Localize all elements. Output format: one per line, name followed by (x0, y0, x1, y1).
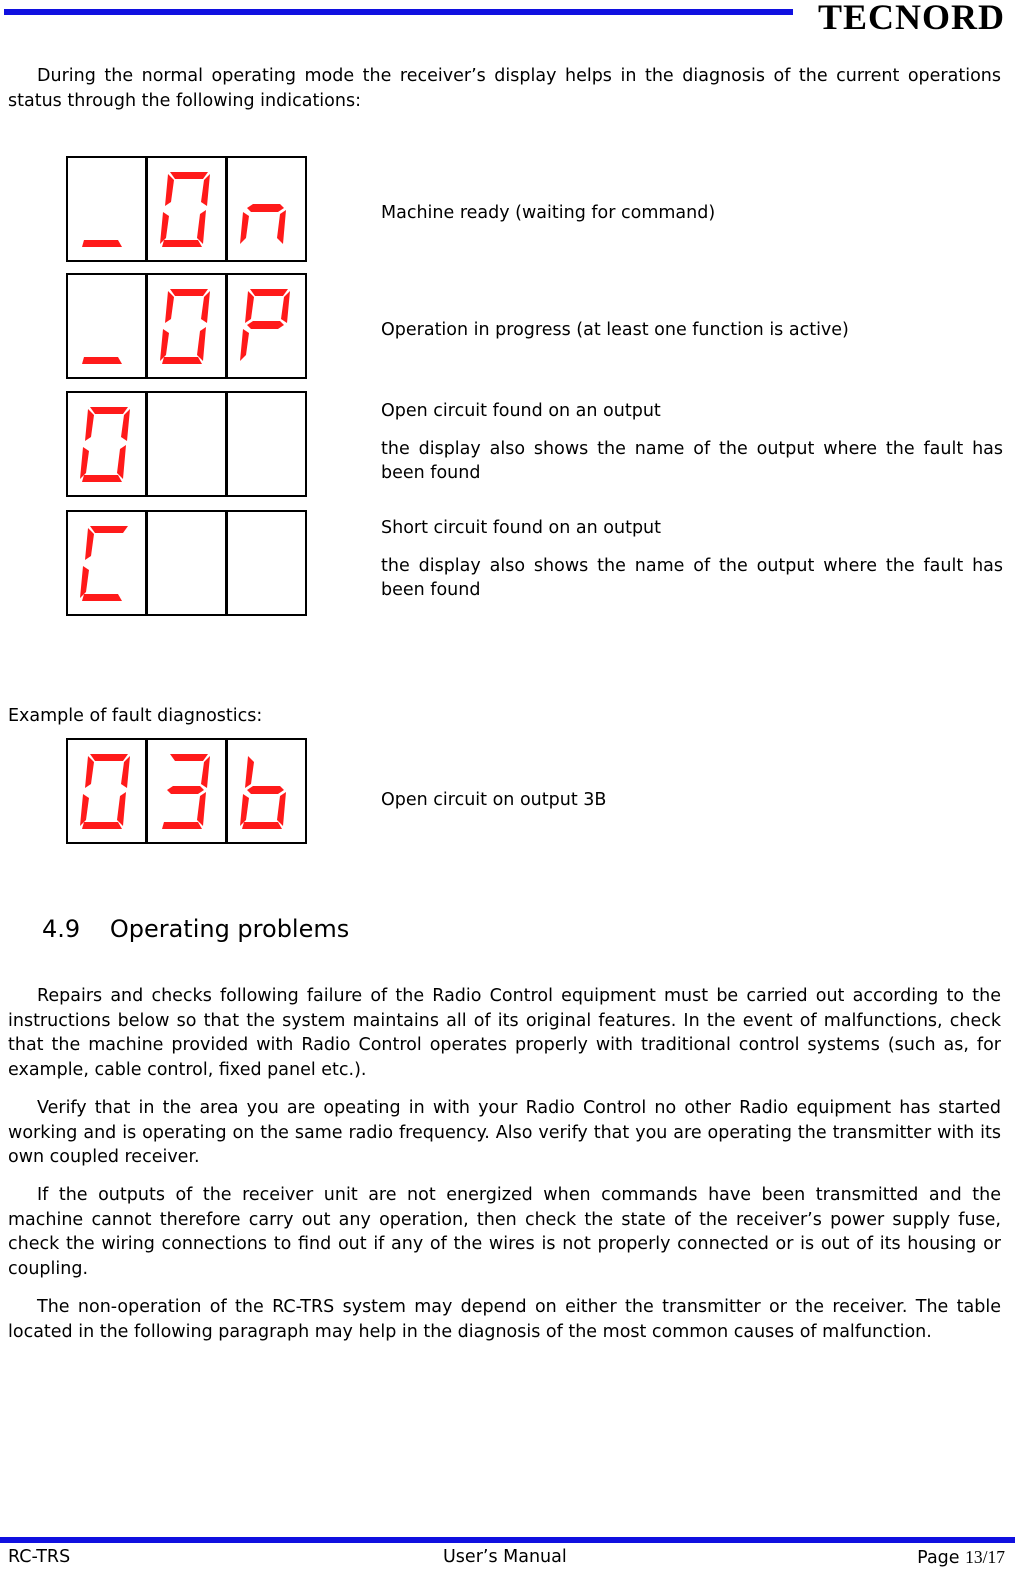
display-digit (146, 391, 227, 497)
indication-operation (381, 318, 1003, 342)
display-digit (66, 273, 147, 379)
segment-f (245, 756, 254, 788)
segment-e (240, 329, 249, 361)
segment-d (82, 240, 122, 247)
display-digit (226, 156, 307, 262)
footer-page-label: Page (917, 1548, 960, 1568)
header-rule (4, 9, 793, 15)
display-digit (226, 510, 307, 616)
display-digit (226, 738, 307, 844)
indication-open-circuit-title: Open circuit found on an output (381, 401, 661, 421)
segment-f (85, 409, 94, 441)
indication-short-circuit-detail: the display also shows the name of the output where the fault has been found (381, 556, 1003, 600)
indication-short-circuit (381, 516, 1003, 602)
section-number: 4.9 (42, 915, 81, 943)
segment-e (80, 447, 89, 479)
footer-rule (0, 1537, 1015, 1543)
footer-page (917, 1547, 1005, 1568)
segment-e (80, 566, 89, 598)
segment-a (90, 754, 128, 761)
example-description (381, 788, 1003, 812)
problems-paragraph-3: If the outputs of the receiver unit are not energized when commands have been transmitted and the machine cannot therefore carry out any operation, then check the state of the receiver’s power supply fuse, check the wiring connections to find out if any of the wires is not properly connected or is out of its housing or coupling. (8, 1185, 1001, 1279)
segment-c (197, 792, 206, 826)
display-digit (66, 510, 147, 616)
display-ready (66, 156, 307, 262)
segment-d (242, 822, 282, 829)
display-digit (226, 391, 307, 497)
segment-g (247, 786, 284, 794)
section-heading (42, 915, 349, 943)
segment-d (82, 822, 122, 829)
segment-d (82, 594, 122, 601)
segment-a (90, 526, 128, 533)
problems-paragraph-1: Repairs and checks following failure of the Radio Control equipment must be carried out according to the instructions below so that the system maintains all of its original features. In the event of malfunctions, check that the machine provided with Radio Control operates properly with traditional control systems (such as, for example, cable control, fixed panel etc.). (8, 986, 1001, 1080)
segment-d (82, 475, 122, 482)
segment-e (240, 212, 249, 244)
segment-g (167, 786, 204, 794)
segment-e (80, 794, 89, 826)
brand-logo: TECNORD (817, 0, 1005, 37)
footer-title: User’s Manual (443, 1547, 567, 1567)
segment-a (170, 172, 208, 179)
segment-c (117, 445, 126, 479)
problems-paragraph-4: The non-operation of the RC-TRS system may depend on either the transmitter or the receiver. The table located in the following paragraph may help in the diagnosis of the most common causes of malfunction. (8, 1297, 1001, 1342)
display-digit (146, 510, 227, 616)
display-short-circuit (66, 510, 307, 616)
segment-c (117, 792, 126, 826)
display-digit (146, 273, 227, 379)
segment-f (85, 528, 94, 560)
segment-c (197, 210, 206, 244)
segment-f (85, 756, 94, 788)
segment-d (162, 822, 202, 829)
indication-ready (381, 201, 1003, 225)
indication-operation-title: Operation in progress (at least one function is active) (381, 320, 849, 340)
segment-g (247, 321, 284, 329)
intro-paragraph: During the normal operating mode the receiver’s display helps in the diagnosis of the current operations status through the following indications: (8, 66, 1001, 111)
segment-d (162, 240, 202, 247)
segment-e (160, 212, 169, 244)
segment-c (277, 210, 286, 244)
segment-d (82, 357, 122, 364)
segment-g (247, 204, 284, 212)
problems-paragraph-2: Verify that in the area you are opeating in with your Radio Control no other Radio equipment has started working and is operating on the same radio frequency. Also verify that you are operating the transmitter with its own coupled receiver. (8, 1098, 1001, 1167)
display-digit (146, 156, 227, 262)
segment-e (160, 329, 169, 361)
display-operation (66, 273, 307, 379)
segment-a (90, 407, 128, 414)
segment-a (170, 289, 208, 296)
section-title: Operating problems (109, 915, 350, 943)
segment-a (170, 754, 208, 761)
indication-short-circuit-title: Short circuit found on an output (381, 518, 661, 538)
segment-e (240, 794, 249, 826)
display-digit (226, 273, 307, 379)
indication-open-circuit (381, 399, 1003, 485)
indication-open-circuit-detail: the display also shows the name of the output where the fault has been found (381, 439, 1003, 483)
footer-product: RC-TRS (8, 1547, 71, 1567)
display-digit (66, 391, 147, 497)
segment-c (277, 792, 286, 826)
display-digit (66, 156, 147, 262)
display-digit (66, 738, 147, 844)
footer-page-number: 13/17 (965, 1547, 1005, 1567)
segment-f (165, 174, 174, 206)
segment-f (245, 291, 254, 323)
segment-a (250, 289, 288, 296)
example-label: Example of fault diagnostics: (8, 706, 263, 726)
display-example (66, 738, 307, 844)
example-title: Open circuit on output 3B (381, 790, 607, 810)
segment-c (197, 327, 206, 361)
segment-f (165, 291, 174, 323)
segment-d (162, 357, 202, 364)
display-open-circuit (66, 391, 307, 497)
indication-ready-title: Machine ready (waiting for command) (381, 203, 716, 223)
display-digit (146, 738, 227, 844)
